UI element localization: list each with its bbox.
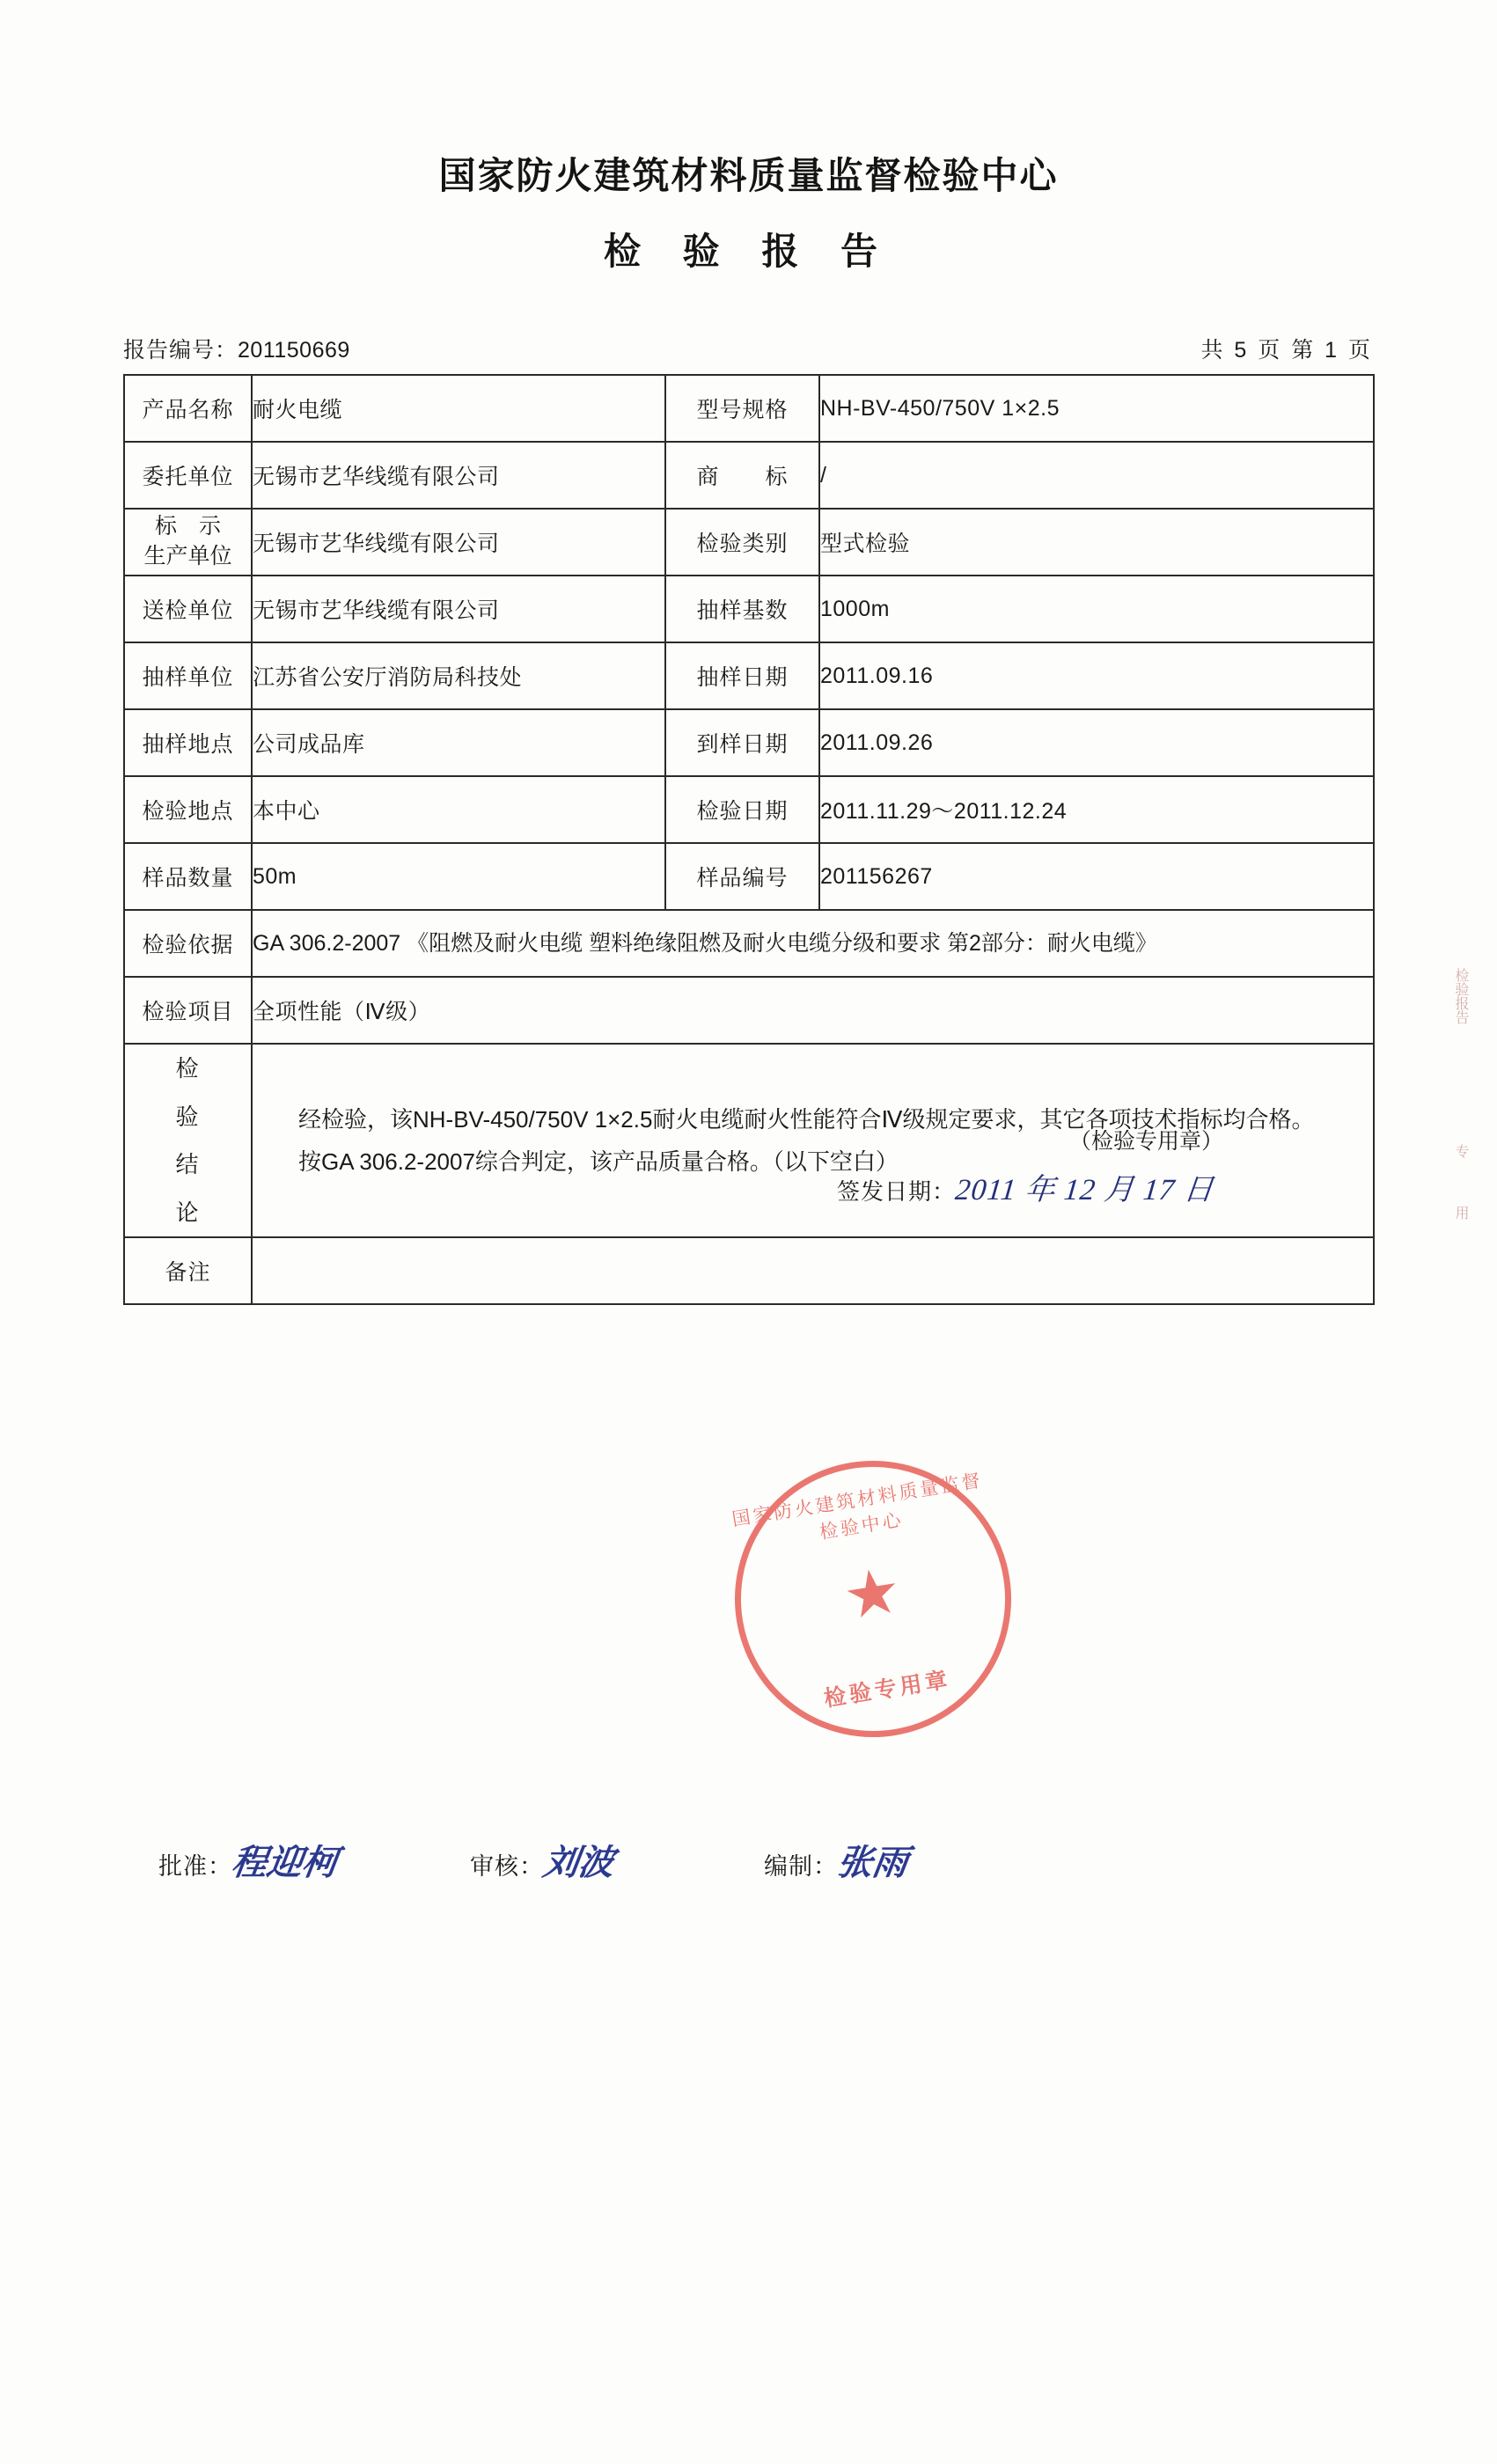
prepare-group bbox=[764, 1835, 911, 1885]
table-row bbox=[124, 776, 1374, 843]
row-label-test-items: 检验项目 bbox=[124, 977, 252, 1044]
row-value-trademark: / bbox=[819, 442, 1374, 509]
row-value-sample-no: 201156267 bbox=[819, 843, 1374, 910]
table-row-basis bbox=[124, 910, 1374, 977]
row-value-sampling-org: 江苏省公安厅消防局科技处 bbox=[252, 642, 665, 709]
table-row-items bbox=[124, 977, 1374, 1044]
seal-star-icon: ★ bbox=[838, 1554, 906, 1633]
issue-date-line bbox=[837, 1165, 1214, 1208]
row-value-test-category: 型式检验 bbox=[819, 509, 1374, 576]
table-row-conclusion bbox=[124, 1044, 1374, 1237]
conclusion-label-ch3: 结 bbox=[175, 1151, 201, 1178]
margin-mark-2: 专 bbox=[1453, 1144, 1468, 1158]
report-info-table bbox=[123, 374, 1375, 1305]
approve-label: 批准： bbox=[158, 1853, 232, 1880]
table-row bbox=[124, 509, 1374, 576]
approve-group bbox=[158, 1835, 341, 1885]
row-label-client: 委托单位 bbox=[124, 442, 252, 509]
issue-date-label: 签发日期： bbox=[837, 1178, 957, 1206]
row-label-arrival-date: 到样日期 bbox=[665, 709, 819, 776]
row-label-sampling-org: 抽样单位 bbox=[124, 642, 252, 709]
row-label-product-name: 产品名称 bbox=[124, 375, 252, 442]
row-value-test-items: 全项性能（Ⅳ级） bbox=[252, 977, 1374, 1044]
row-value-test-basis: GA 306.2-2007 《阻燃及耐火电缆 塑料绝缘阻燃及耐火电缆分级和要求 第2部分：耐火电缆》 bbox=[252, 910, 1374, 977]
row-value-sampling-place: 公司成品库 bbox=[252, 709, 665, 776]
conclusion-label-ch2: 验 bbox=[175, 1103, 201, 1130]
footer-signature-row bbox=[158, 1835, 1338, 1885]
row-label-manufacturer-line2: 生产单位 bbox=[143, 544, 232, 568]
report-title: 检 验 报 告 bbox=[603, 231, 893, 273]
margin-mark-3: 用 bbox=[1453, 1206, 1468, 1220]
row-label-manufacturer bbox=[124, 509, 252, 576]
prepare-signature: 张雨 bbox=[834, 1843, 911, 1882]
row-label-sampling-date: 抽样日期 bbox=[665, 642, 819, 709]
row-value-model-spec: NH-BV-450/750V 1×2.5 bbox=[819, 375, 1374, 442]
conclusion-paragraph-1: 经检验，该NH-BV-450/750V 1×2.5耐火电缆耐火性能符合Ⅳ级规定要求，其它各项技术指标均合格。 bbox=[298, 1106, 1315, 1133]
report-number-value: 201150669 bbox=[238, 338, 350, 363]
conclusion-label-ch1: 检 bbox=[175, 1055, 201, 1082]
conclusion-label-ch4: 论 bbox=[175, 1199, 201, 1226]
row-value-test-date: 2011.11.29～2011.12.24 bbox=[819, 776, 1374, 843]
row-value-manufacturer: 无锡市艺华线缆有限公司 bbox=[252, 509, 665, 576]
row-label-test-basis: 检验依据 bbox=[124, 910, 252, 977]
organization-title: 国家防火建筑材料质量监督检验中心 bbox=[438, 155, 1059, 196]
row-label-manufacturer-line1: 标 示 bbox=[154, 514, 221, 539]
row-value-remark bbox=[252, 1237, 1374, 1304]
review-label: 审核： bbox=[470, 1853, 544, 1880]
table-row bbox=[124, 442, 1374, 509]
row-label-test-place: 检验地点 bbox=[124, 776, 252, 843]
page-indicator: 共 5 页 第 1 页 bbox=[1200, 338, 1373, 363]
report-number bbox=[123, 333, 350, 364]
review-group bbox=[470, 1835, 617, 1885]
row-label-test-date: 检验日期 bbox=[665, 776, 819, 843]
row-value-sampling-date: 2011.09.16 bbox=[819, 642, 1374, 709]
row-value-submitter: 无锡市艺华线缆有限公司 bbox=[252, 576, 665, 642]
report-meta-row bbox=[123, 333, 1373, 364]
review-signature: 刘波 bbox=[540, 1843, 617, 1882]
row-value-sample-qty: 50m bbox=[252, 843, 665, 910]
issue-date-value: 2011 年 12 月 17 日 bbox=[953, 1174, 1216, 1207]
table-row bbox=[124, 576, 1374, 642]
approve-signature: 程迎柯 bbox=[229, 1843, 341, 1882]
report-number-label: 报告编号： bbox=[123, 338, 238, 363]
row-label-remark: 备注 bbox=[124, 1237, 252, 1304]
row-value-product-name: 耐火电缆 bbox=[252, 375, 665, 442]
table-row bbox=[124, 709, 1374, 776]
row-label-conclusion bbox=[124, 1044, 252, 1237]
row-label-test-category: 检验类别 bbox=[665, 509, 819, 576]
row-label-sample-qty: 样品数量 bbox=[124, 843, 252, 910]
seal-top-text: 国家防火建筑材料质量监督检验中心 bbox=[730, 1470, 985, 1544]
row-value-test-place: 本中心 bbox=[252, 776, 665, 843]
seal-note: （检验专用章） bbox=[1068, 1129, 1223, 1155]
row-value-arrival-date: 2011.09.26 bbox=[819, 709, 1374, 776]
row-label-sampling-place: 抽样地点 bbox=[124, 709, 252, 776]
row-label-sampling-base: 抽样基数 bbox=[665, 576, 819, 642]
row-label-sample-no: 样品编号 bbox=[665, 843, 819, 910]
row-value-client: 无锡市艺华线缆有限公司 bbox=[252, 442, 665, 509]
row-value-sampling-base: 1000m bbox=[819, 576, 1374, 642]
row-label-model-spec: 型号规格 bbox=[665, 375, 819, 442]
conclusion-paragraph-2: 按GA 306.2-2007综合判定，该产品质量合格。（以下空白） bbox=[298, 1148, 899, 1176]
table-row-remark bbox=[124, 1237, 1374, 1304]
seal-bottom-text: 检验专用章 bbox=[822, 1667, 953, 1712]
table-row bbox=[124, 642, 1374, 709]
prepare-label: 编制： bbox=[764, 1853, 838, 1880]
document-header bbox=[0, 154, 1497, 275]
table-row bbox=[124, 843, 1374, 910]
official-seal bbox=[715, 1441, 1031, 1756]
margin-mark-1: 检验报告 bbox=[1453, 968, 1468, 1024]
row-label-submitter: 送检单位 bbox=[124, 576, 252, 642]
conclusion-content bbox=[252, 1044, 1374, 1237]
table-row bbox=[124, 375, 1374, 442]
row-label-trademark: 商 标 bbox=[665, 442, 819, 509]
